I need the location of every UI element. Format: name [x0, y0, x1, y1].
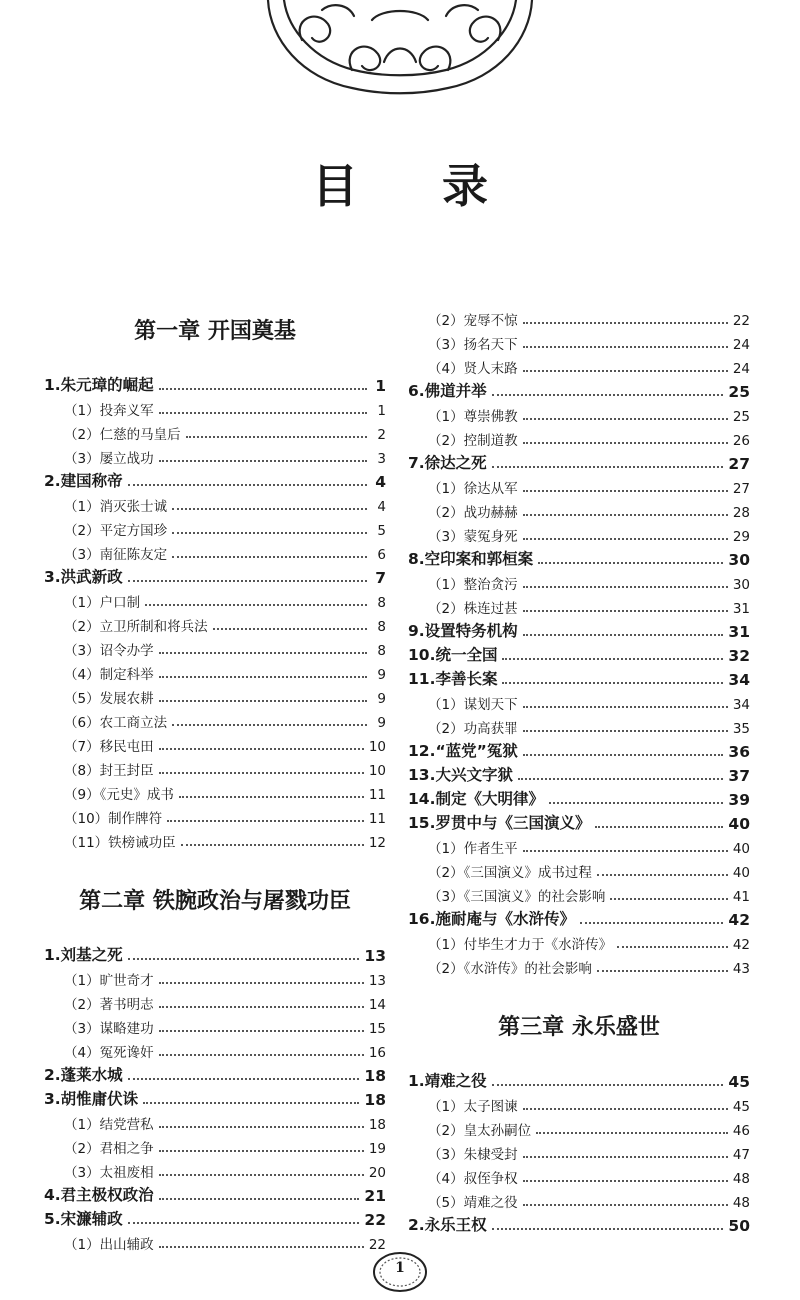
dot-leader	[523, 1108, 728, 1110]
entry-title: （7）移民屯田	[64, 739, 154, 755]
entry-page-number: 25	[732, 409, 750, 425]
dot-leader	[523, 322, 728, 324]
toc-section-entry[interactable]	[408, 665, 750, 689]
toc-section-entry[interactable]	[408, 809, 750, 833]
toc-subsection-entry[interactable]	[44, 1133, 386, 1157]
toc-section-entry[interactable]	[44, 1061, 386, 1085]
entry-title: 12.“蓝党”冤狱	[408, 742, 518, 760]
dot-leader	[181, 844, 364, 846]
entry-title: （1）投奔义军	[64, 403, 154, 419]
dot-leader	[128, 580, 367, 582]
entry-title: 14.制定《大明律》	[408, 790, 544, 808]
entry-title: （1）谋划天下	[428, 697, 518, 713]
dot-leader	[523, 418, 728, 420]
dot-leader	[159, 1246, 364, 1248]
dot-leader	[159, 460, 367, 462]
toc-section-entry[interactable]	[408, 737, 750, 761]
entry-page-number: 28	[732, 505, 750, 521]
dot-leader	[159, 1054, 364, 1056]
toc-subsection-entry[interactable]	[408, 1091, 750, 1115]
toc-subsection-entry[interactable]	[44, 827, 386, 851]
entry-page-number: 48	[732, 1171, 750, 1187]
entry-page-number: 24	[732, 337, 750, 353]
toc-subsection-entry[interactable]	[44, 803, 386, 827]
entry-page-number: 20	[368, 1165, 386, 1181]
entry-page-number: 21	[364, 1187, 386, 1205]
entry-title: （2）立卫所制和将兵法	[64, 619, 208, 635]
entry-title: （2）仁慈的马皇后	[64, 427, 181, 443]
dot-leader	[159, 1030, 364, 1032]
entry-page-number: 1	[375, 377, 386, 395]
entry-title: （2）《三国演义》成书过程	[428, 865, 592, 881]
entry-title: （9）《元史》成书	[64, 787, 174, 803]
toc-right-column	[408, 305, 750, 1235]
dot-leader	[159, 412, 367, 414]
dot-leader	[523, 754, 724, 756]
dot-leader	[145, 604, 367, 606]
entry-title: （6）农工商立法	[64, 715, 168, 731]
entry-title: （1）尊崇佛教	[428, 409, 518, 425]
toc-subsection-entry[interactable]	[44, 683, 386, 707]
toc-subsection-entry[interactable]	[44, 1157, 386, 1181]
dot-leader	[186, 436, 367, 438]
entry-page-number: 8	[377, 595, 386, 611]
entry-title: 11.李善长案	[408, 670, 498, 688]
entry-title: （1）作者生平	[428, 841, 518, 857]
entry-title: 1.刘基之死	[44, 946, 123, 964]
entry-page-number: 15	[368, 1021, 386, 1037]
entry-page-number: 3	[377, 451, 386, 467]
dot-leader	[610, 898, 727, 900]
entry-title: （3）诏令办学	[64, 643, 154, 659]
entry-page-number: 30	[732, 577, 750, 593]
dot-leader	[128, 1222, 360, 1224]
entry-page-number: 30	[728, 551, 750, 569]
dot-leader	[523, 1204, 728, 1206]
toc-section-entry[interactable]	[408, 785, 750, 809]
entry-page-number: 47	[732, 1147, 750, 1163]
entry-title: （2）功高获罪	[428, 721, 518, 737]
entry-title: （2）控制道教	[428, 433, 518, 449]
entry-page-number: 27	[732, 481, 750, 497]
entry-page-number: 22	[364, 1211, 386, 1229]
entry-title: （3）扬名天下	[428, 337, 518, 353]
dot-leader	[143, 1102, 359, 1104]
toc-subsection-entry[interactable]	[408, 953, 750, 977]
entry-page-number: 35	[732, 721, 750, 737]
toc-subsection-entry[interactable]	[408, 497, 750, 521]
chapter-heading: 第三章 永乐盛世	[498, 1014, 660, 1040]
dot-leader	[167, 820, 364, 822]
dot-leader	[172, 532, 367, 534]
entry-page-number: 5	[377, 523, 386, 539]
toc-subsection-entry[interactable]	[44, 1109, 386, 1133]
toc-subsection-entry[interactable]	[408, 689, 750, 713]
dot-leader	[159, 772, 364, 774]
dot-leader	[523, 634, 724, 636]
dot-leader	[492, 394, 724, 396]
toc-subsection-entry[interactable]	[44, 635, 386, 659]
toc-section-entry[interactable]	[408, 1067, 750, 1091]
toc-subsection-entry[interactable]	[44, 989, 386, 1013]
entry-title: （1）户口制	[64, 595, 141, 611]
entry-page-number: 32	[728, 647, 750, 665]
entry-title: （2）皇太孙嗣位	[428, 1123, 532, 1139]
dot-leader	[523, 730, 728, 732]
entry-page-number: 48	[732, 1195, 750, 1211]
toc-section-entry[interactable]	[44, 467, 386, 491]
dot-leader	[179, 796, 364, 798]
toc-subsection-entry[interactable]	[44, 1037, 386, 1061]
entry-title: （2）宠辱不惊	[428, 313, 518, 329]
entry-title: （8）封王封臣	[64, 763, 154, 779]
toc-subsection-entry[interactable]	[44, 419, 386, 443]
toc-section-entry[interactable]	[408, 377, 750, 401]
entry-page-number: 7	[375, 569, 386, 587]
entry-page-number: 22	[368, 1237, 386, 1253]
toc-subsection-entry[interactable]	[408, 1115, 750, 1139]
entry-title: （3）太祖废相	[64, 1165, 154, 1181]
entry-page-number: 18	[364, 1067, 386, 1085]
dot-leader	[159, 1150, 364, 1152]
entry-page-number: 10	[368, 763, 386, 779]
entry-title: 4.君主极权政治	[44, 1186, 154, 1204]
toc-subsection-entry[interactable]	[44, 779, 386, 803]
entry-page-number: 19	[368, 1141, 386, 1157]
toc-subsection-entry[interactable]	[408, 713, 750, 737]
dot-leader	[492, 466, 724, 468]
entry-title: （1）旷世奇才	[64, 973, 154, 989]
toc-section-entry[interactable]	[408, 761, 750, 785]
entry-title: 1.靖难之役	[408, 1072, 487, 1090]
entry-page-number: 27	[728, 455, 750, 473]
toc-subsection-entry[interactable]	[44, 515, 386, 539]
entry-title: （2）君相之争	[64, 1141, 154, 1157]
entry-page-number: 22	[732, 313, 750, 329]
toc-subsection-entry[interactable]	[408, 473, 750, 497]
dot-leader	[492, 1228, 724, 1230]
toc-subsection-entry[interactable]	[44, 587, 386, 611]
entry-page-number: 9	[377, 691, 386, 707]
toc-subsection-entry[interactable]	[408, 929, 750, 953]
toc-section-entry[interactable]	[408, 545, 750, 569]
spacer	[408, 977, 750, 1001]
toc-subsection-entry[interactable]	[44, 659, 386, 683]
entry-title: 7.徐达之死	[408, 454, 487, 472]
toc-section-entry[interactable]	[408, 1211, 750, 1235]
dot-leader	[580, 922, 723, 924]
entry-title: 1.朱元璋的崛起	[44, 376, 154, 394]
dot-leader	[523, 346, 728, 348]
dot-leader	[159, 652, 367, 654]
dot-leader	[159, 1126, 364, 1128]
entry-title: （4）贤人末路	[428, 361, 518, 377]
cloud-ornament-icon	[262, 0, 538, 98]
chapter-heading: 第一章 开国奠基	[134, 318, 296, 344]
dot-leader	[523, 706, 728, 708]
toc-subsection-entry[interactable]	[44, 1013, 386, 1037]
toc-subsection-entry[interactable]	[408, 401, 750, 425]
dot-leader	[172, 724, 367, 726]
dot-leader	[523, 514, 728, 516]
entry-page-number: 40	[732, 841, 750, 857]
toc-subsection-entry[interactable]	[408, 569, 750, 593]
dot-leader	[523, 586, 728, 588]
entry-page-number: 36	[728, 743, 750, 761]
toc-section-entry[interactable]	[44, 1205, 386, 1229]
entry-page-number: 14	[368, 997, 386, 1013]
toc-subsection-entry[interactable]	[44, 707, 386, 731]
entry-page-number: 16	[368, 1045, 386, 1061]
spacer	[44, 851, 386, 875]
toc-subsection-entry[interactable]	[408, 857, 750, 881]
entry-page-number: 8	[377, 619, 386, 635]
entry-page-number: 39	[728, 791, 750, 809]
entry-title: （3）谋略建功	[64, 1021, 154, 1037]
entry-page-number: 26	[732, 433, 750, 449]
entry-title: （10）制作牌符	[64, 811, 163, 827]
entry-page-number: 31	[732, 601, 750, 617]
dot-leader	[172, 556, 367, 558]
chapter-heading: 第二章 铁腕政治与屠戮功臣	[79, 888, 351, 914]
entry-page-number: 46	[732, 1123, 750, 1139]
toc-left-column	[44, 305, 386, 1253]
dot-leader	[128, 958, 360, 960]
toc-subsection-entry[interactable]	[408, 1139, 750, 1163]
entry-page-number: 45	[728, 1073, 750, 1091]
entry-title: 3.胡惟庸伏诛	[44, 1090, 139, 1108]
toc-subsection-entry[interactable]	[44, 443, 386, 467]
entry-page-number: 34	[732, 697, 750, 713]
entry-title: 5.宋濂辅政	[44, 1210, 123, 1228]
dot-leader	[128, 1078, 360, 1080]
dot-leader	[536, 1132, 728, 1134]
entry-title: （3）朱棣受封	[428, 1147, 518, 1163]
dot-leader	[597, 874, 728, 876]
toc-section-entry[interactable]	[44, 941, 386, 965]
toc-section-entry[interactable]	[44, 1181, 386, 1205]
entry-page-number: 9	[377, 667, 386, 683]
entry-page-number: 43	[732, 961, 750, 977]
entry-title: 10.统一全国	[408, 646, 498, 664]
entry-title: （1）消灭张士诚	[64, 499, 168, 515]
toc-subsection-entry[interactable]	[408, 305, 750, 329]
toc-subsection-entry[interactable]	[44, 755, 386, 779]
dot-leader	[128, 484, 367, 486]
entry-title: 8.空印案和郭桓案	[408, 550, 534, 568]
entry-title: 16.施耐庵与《水浒传》	[408, 910, 575, 928]
entry-title: （4）制定科举	[64, 667, 154, 683]
entry-page-number: 1	[377, 403, 386, 419]
entry-title: （2）战功赫赫	[428, 505, 518, 521]
toc-subsection-entry[interactable]	[408, 1187, 750, 1211]
toc-section-entry[interactable]	[408, 641, 750, 665]
toc-subsection-entry[interactable]	[408, 425, 750, 449]
dot-leader	[523, 370, 728, 372]
entry-page-number: 18	[368, 1117, 386, 1133]
dot-leader	[523, 442, 728, 444]
entry-page-number: 6	[377, 547, 386, 563]
dot-leader	[502, 658, 723, 660]
dot-leader	[597, 970, 728, 972]
entry-page-number: 18	[364, 1091, 386, 1109]
toc-subsection-entry[interactable]	[44, 611, 386, 635]
entry-title: 6.佛道并举	[408, 382, 487, 400]
entry-title: 2.蓬莱水城	[44, 1066, 123, 1084]
dot-leader	[159, 700, 367, 702]
entry-title: （2）平定方国珍	[64, 523, 168, 539]
toc-subsection-entry[interactable]	[44, 1229, 386, 1253]
entry-title: （3）屡立战功	[64, 451, 154, 467]
entry-page-number: 42	[728, 911, 750, 929]
toc-subsection-entry[interactable]	[408, 833, 750, 857]
entry-page-number: 9	[377, 715, 386, 731]
toc-subsection-entry[interactable]	[44, 731, 386, 755]
toc-subsection-entry[interactable]	[44, 395, 386, 419]
entry-title: （4）冤死谗奸	[64, 1045, 154, 1061]
entry-page-number: 11	[368, 787, 386, 803]
dot-leader	[518, 778, 723, 780]
entry-page-number: 34	[728, 671, 750, 689]
entry-title: （1）太子图谏	[428, 1099, 518, 1115]
dot-leader	[159, 676, 367, 678]
entry-title: （3）南征陈友定	[64, 547, 168, 563]
entry-page-number: 25	[728, 383, 750, 401]
entry-page-number: 11	[368, 811, 386, 827]
entry-title: （2）著书明志	[64, 997, 154, 1013]
entry-page-number: 8	[377, 643, 386, 659]
dot-leader	[595, 826, 723, 828]
entry-title: （5）发展农耕	[64, 691, 154, 707]
entry-page-number: 40	[732, 865, 750, 881]
toc-subsection-entry[interactable]	[44, 539, 386, 563]
dot-leader	[617, 946, 728, 948]
dot-leader	[523, 850, 728, 852]
dot-leader	[159, 388, 367, 390]
toc-section-entry[interactable]	[408, 449, 750, 473]
entry-title: （4）叔侄争权	[428, 1171, 518, 1187]
toc-subsection-entry[interactable]	[44, 491, 386, 515]
toc-subsection-entry[interactable]	[44, 965, 386, 989]
dot-leader	[159, 982, 364, 984]
entry-page-number: 31	[728, 623, 750, 641]
entry-title: （5）靖难之役	[428, 1195, 518, 1211]
entry-title: （1）出山辅政	[64, 1237, 154, 1253]
dot-leader	[549, 802, 723, 804]
entry-title: 2.建国称帝	[44, 472, 123, 490]
toc-subsection-entry[interactable]	[408, 521, 750, 545]
toc-subsection-entry[interactable]	[408, 329, 750, 353]
dot-leader	[159, 1006, 364, 1008]
entry-title: （1）付毕生才力于《水浒传》	[428, 937, 613, 953]
entry-page-number: 4	[375, 473, 386, 491]
dot-leader	[523, 538, 728, 540]
entry-title: （1）结党营私	[64, 1117, 154, 1133]
toc-subsection-entry[interactable]	[408, 593, 750, 617]
entry-page-number: 24	[732, 361, 750, 377]
entry-page-number: 2	[377, 427, 386, 443]
entry-page-number: 40	[728, 815, 750, 833]
dot-leader	[492, 1084, 724, 1086]
entry-page-number: 29	[732, 529, 750, 545]
entry-title: （2）株连过甚	[428, 601, 518, 617]
entry-title: 9.设置特务机构	[408, 622, 518, 640]
entry-page-number: 42	[732, 937, 750, 953]
entry-title: （11）铁榜诫功臣	[64, 835, 176, 851]
entry-title: （2）《水浒传》的社会影响	[428, 961, 592, 977]
entry-page-number: 45	[732, 1099, 750, 1115]
entry-page-number: 13	[364, 947, 386, 965]
dot-leader	[159, 748, 364, 750]
toc-subsection-entry[interactable]	[408, 353, 750, 377]
entry-title: （3）《三国演义》的社会影响	[428, 889, 606, 905]
dot-leader	[523, 1156, 728, 1158]
entry-title: （1）徐达从军	[428, 481, 518, 497]
entry-title: 15.罗贯中与《三国演义》	[408, 814, 591, 832]
entry-page-number: 12	[368, 835, 386, 851]
toc-subsection-entry[interactable]	[408, 881, 750, 905]
entry-title: 2.永乐王权	[408, 1216, 487, 1234]
entry-title: （1）整治贪污	[428, 577, 518, 593]
dot-leader	[159, 1198, 360, 1200]
entry-title: 13.大兴文字狱	[408, 766, 513, 784]
entry-title: 3.洪武新政	[44, 568, 123, 586]
dot-leader	[172, 508, 367, 510]
toc-subsection-entry[interactable]	[408, 1163, 750, 1187]
entry-page-number: 13	[368, 973, 386, 989]
entry-page-number: 4	[377, 499, 386, 515]
toc-section-entry[interactable]	[44, 371, 386, 395]
dot-leader	[523, 490, 728, 492]
dot-leader	[502, 682, 723, 684]
toc-section-entry[interactable]	[44, 1085, 386, 1109]
entry-page-number: 50	[728, 1217, 750, 1235]
entry-title: （3）蒙冤身死	[428, 529, 518, 545]
dot-leader	[159, 1174, 364, 1176]
toc-section-entry[interactable]	[44, 563, 386, 587]
toc-section-entry[interactable]	[408, 905, 750, 929]
dot-leader	[538, 562, 723, 564]
page-title: 目 录	[311, 159, 522, 213]
toc-section-entry[interactable]	[408, 617, 750, 641]
dot-leader	[523, 610, 728, 612]
entry-page-number: 10	[368, 739, 386, 755]
page-number: 1	[395, 1260, 405, 1276]
dot-leader	[213, 628, 367, 630]
entry-page-number: 41	[732, 889, 750, 905]
dot-leader	[523, 1180, 728, 1182]
entry-page-number: 37	[728, 767, 750, 785]
